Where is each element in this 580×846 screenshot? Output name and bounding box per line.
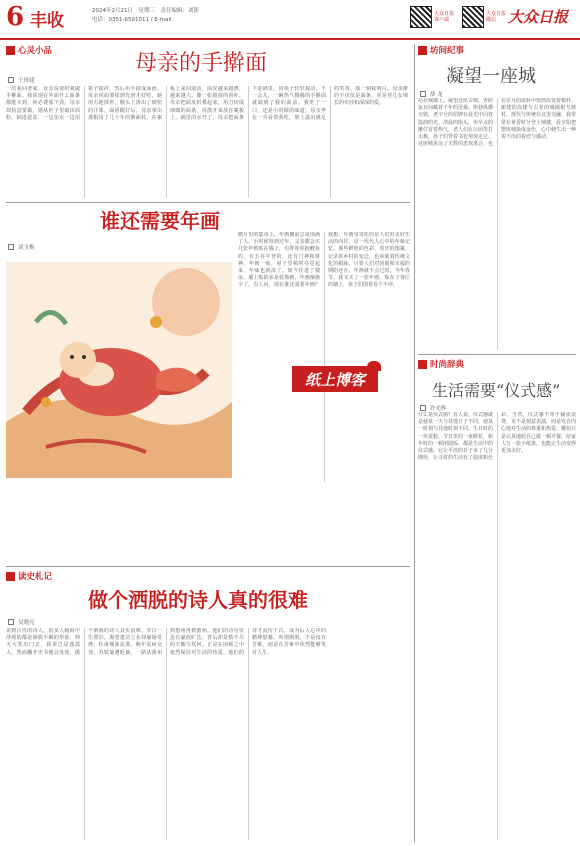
column-heading: 读史札记	[6, 570, 52, 582]
byline: 刘玉梅	[8, 243, 35, 251]
article-body: 腊月里的集市上，年画摊前总是围满了人。小时候每到过年，父亲都会买几张年画贴在墙上，有胖娃娃抱鲤鱼的，有五谷丰登的，还有门神和财神。年画一贴，屋子里顿时亮堂起来，年味也就浓了。如今住进了楼房，墙上贴的多是装饰画，年画渐渐少了。有人问，现在谁还需要年画？我想，年画里寄托的是人们对美好生活的向往，是一代代人心中的年味记忆。那些鲜艳的色彩、喜庆的图案，记录着乡村的变迁，也承载着传统文化的根脉。只要人们对团圆和幸福的期盼还在，年画就不会过时。今年春节，我又买了一张年画，贴在了客厅的墙上，孩子们围着看个不停。	[238, 232, 410, 289]
divider	[418, 354, 576, 355]
newspaper-brand: 大众日报	[508, 8, 569, 26]
article-body: 站在城墙上，凝望这座古城，青砖灰瓦间藏着千年的沧桑。街巷纵横交错，老字号的招牌在晨光中闪着温润的光。清晨的街头，卖早点的摊位冒着热气，老人们在公园里打太极，孩子们背着书包匆匆走过。这座城见证了无数的悲欢离合，也在岁月的流转中悄然改变着模样。新建的高楼与古老的城墙相互映衬，现代与传统在这里交融。我常常在黄昏时分登上城楼，看夕阳把整座城染成金色，心中便生出一种说不出的眷恋与感动。	[418, 98, 576, 148]
byline: 许光辉	[420, 404, 447, 412]
new-year-painting-icon	[6, 262, 232, 478]
pen-icon	[8, 77, 14, 83]
column-heading: 心灵小品	[6, 44, 52, 56]
article-headline: 谁还需要年画	[100, 209, 220, 233]
new-year-painting-illustration	[6, 262, 232, 478]
contact-meta: 电话：0351-6591011 / E-mail：	[92, 17, 178, 23]
divider	[6, 202, 410, 203]
issue-meta: 2024年2月21日 星期三 责任编辑：刘影	[92, 8, 199, 14]
qr-label: 大众日报微信	[486, 11, 507, 23]
masthead	[0, 0, 580, 40]
qr-code-icon[interactable]	[462, 6, 484, 28]
column-mark-icon	[418, 46, 427, 55]
spacer	[6, 252, 232, 262]
pen-icon	[420, 405, 426, 411]
column-mark-icon	[6, 46, 15, 55]
article-headline: 生活需要“仪式感”	[432, 381, 561, 400]
column-mark-icon	[6, 572, 15, 581]
column-heading: 坊间纪事	[418, 44, 464, 56]
byline: 王珍建	[8, 76, 35, 84]
qr-code-icon[interactable]	[410, 6, 432, 28]
badge-tab-icon	[367, 361, 381, 371]
byline: 吴晓亮	[8, 618, 35, 626]
pen-icon	[8, 244, 14, 250]
article-headline: 做个洒脱的诗人真的很难	[88, 588, 308, 612]
divider	[6, 566, 410, 567]
article-body: 说到古代的诗人，很多人脑海中浮现的都是洒脱不羁的形象，仰天大笑出门去，我辈岂是蓬蒿人。然而翻开史书便会发现，做个洒脱的诗人其实很难。李白一生漂泊，渴望建功立业却屡屡受挫；杜甫颠沛流离，晚年贫病交加；苏轼屡遭贬谪，一路从黄州到惠州再到儋州。他们的诗句里虽有豪放旷达，背后却是数不尽的辛酸与坎坷。正是在困顿之中依然保持对生活的热爱，他们的诗才流传千古，成为后人心中的精神慰藉。所谓洒脱，不是没有苦难，而是在苦难中依然能够笑对人生。	[6, 628, 326, 656]
article-body: 什么是仪式感？有人说，仪式感就是使某一天与其他日子不同，使某一时刻与其他时刻不同。生日时的一块蛋糕，节日里的一束鲜花，新年时的一顿团圆饭，都是生活中的仪式感。它让平淡的日子多了几分期待，让寻常的生活有了温度和色彩。当然，仪式感不等于铺张浪费，更不是刻意表演，而是发自内心地对生活的尊重和热爱。哪怕只是认真地给自己做一顿早餐，给家人写一张小纸条，也能让生活变得更加美好。	[418, 412, 576, 462]
paper-blog-badge: 纸上博客	[292, 366, 378, 392]
page-section-name: 丰收	[30, 11, 64, 31]
page-number: 6	[6, 2, 25, 32]
pen-icon	[420, 91, 426, 97]
article-body: 一次我回老家，母亲说要给我做手擀面。我说现在外面什么面条都能买到，何必费那个劲。母亲却执意要做，她从柜子里取出面粉，倒进瓷盆，一边加水一边用筷子搅拌，然后用手揉成面团。母亲说面要揉到光滑才好吃，她用力地揉着，额头上渗出了细密的汗珠。面团醒好后，母亲拿出那根用了几十年的擀面杖，在案板上来回滚动，面皮越来越薄，越来越大，像一张圆圆的荷叶。母亲把面皮折叠起来，用刀切成细细的面条，抖散开来放在案板上。锅里的水开了，母亲把面条下进锅里，用筷子轻轻搅动。不一会儿，一碗热气腾腾的手擀面就端到了我的面前。我吃了一口，还是小时候的味道。母亲坐在一旁看着我吃，脸上露出满足的笑容。那一刻我明白，母亲擀的不仅仅是面条，更是对儿女绵长的牵挂和深深的爱。	[6, 86, 408, 121]
column-divider	[414, 44, 415, 842]
article-headline: 母亲的手擀面	[135, 51, 268, 76]
pen-icon	[8, 619, 14, 625]
qr-label: 大众日报客户端	[434, 11, 455, 23]
column-mark-icon	[418, 360, 427, 369]
article-headline: 凝望一座城	[446, 66, 536, 87]
byline: 薛 龙	[420, 90, 443, 98]
column-heading: 时尚辞典	[418, 358, 464, 370]
